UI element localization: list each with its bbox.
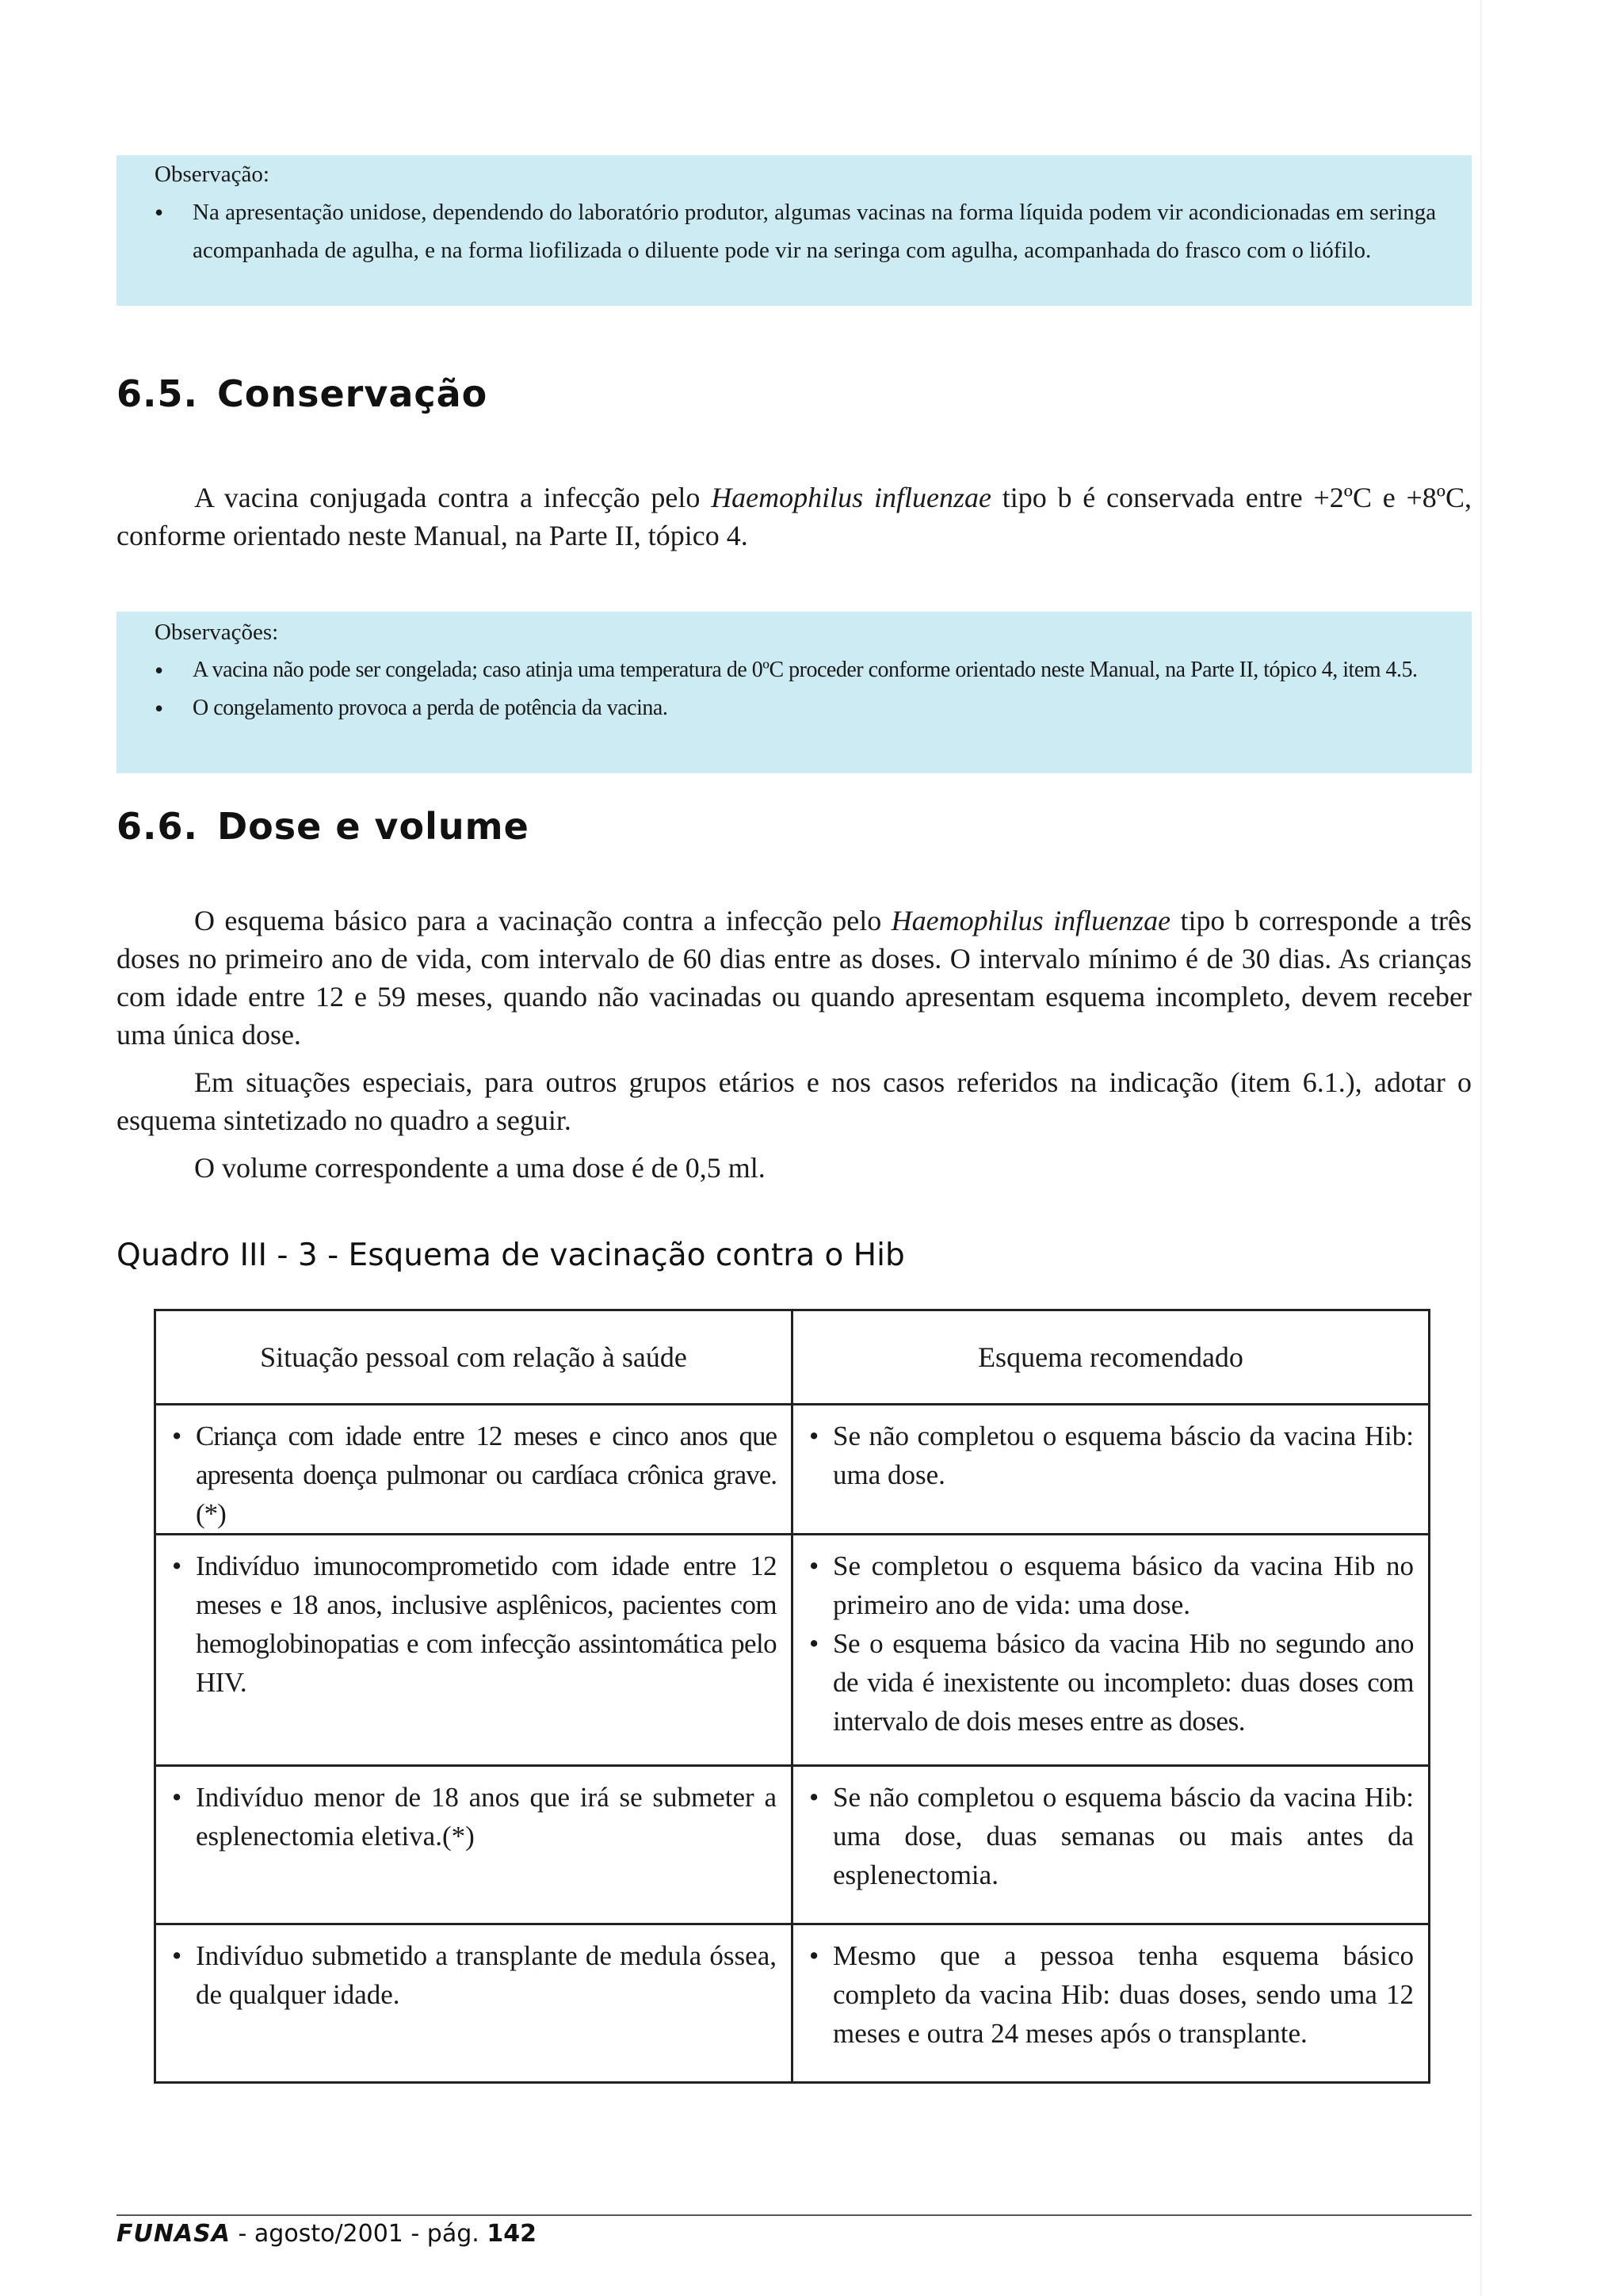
- section-title: Conservação: [216, 372, 488, 415]
- text-run: tipo b corresponde a três doses no primeiro ano de vida, com intervalo de 60 dias entre as doses. O intervalo mínimo é de 30 dias. As crianças com idade entre 12 e 59 meses, quando não vacinadas ou quando apresentam esquema incompleto, devem receber uma única dose.: [116, 905, 1472, 1051]
- list-item: • Se o esquema básico da vacina Hib no segundo ano de vida é inexistente ou incompleto: duas doses com intervalo de dois meses entre as doses.: [809, 1624, 1414, 1741]
- cell-list: [809, 1778, 1414, 1894]
- page-edge: [1480, 0, 1482, 2296]
- note-item: • Na apresentação unidose, dependendo do laboratório produtor, algumas vacinas na forma líquida podem vir acondicionadas em seringa acompanhada de agulha, e na forma liofilizada o diluente pode vir na seringa com agulha, acompanhada do frasco com o liófilo.: [155, 193, 1440, 269]
- note-list: [155, 651, 1440, 727]
- text-run: A vacina conjugada contra a infecção pelo: [194, 482, 712, 513]
- note-list: [155, 193, 1440, 269]
- species-name: Haemophilus influenzae: [711, 482, 991, 513]
- paragraph: Em situações especiais, para outros grupos etários e nos casos referidos na indicação (item 6.1.), adotar o esquema sintetizado no quadro a seguir.: [116, 1066, 1472, 1136]
- page-number: 142: [487, 2220, 537, 2248]
- species-name: Haemophilus influenzae: [891, 905, 1171, 936]
- section-heading-6-6: [116, 805, 529, 848]
- vaccination-scheme-table: [154, 1309, 1430, 2084]
- table-row: [155, 1766, 1430, 1924]
- situation-cell: [155, 1405, 792, 1535]
- scheme-cell: [792, 1924, 1430, 2083]
- scheme-cell: [792, 1766, 1430, 1924]
- note-title: Observações:: [155, 620, 279, 645]
- table-row: [155, 1405, 1430, 1535]
- section-6-5-body: [116, 479, 1472, 564]
- paragraph: [116, 902, 1472, 1054]
- table-row: [155, 1535, 1430, 1766]
- paragraph: [116, 479, 1472, 555]
- table-header-row: [155, 1310, 1430, 1405]
- column-header: Situação pessoal com relação à saúde: [155, 1310, 792, 1405]
- page-footer: [116, 2220, 537, 2248]
- cell-list: [809, 1547, 1414, 1741]
- note-box-observacoes: [116, 612, 1472, 773]
- cell-list: [172, 1417, 777, 1533]
- list-item: • Indivíduo imunocomprometido com idade entre 12 meses e 18 anos, inclusive asplênicos, pacientes com hemoglobinopatias e com infecção assintomática pelo HIV.: [172, 1547, 777, 1702]
- text-run: tipo b é conservada entre +2ºC e +8ºC, conforme orientado neste Manual, na Parte II, tópico 4.: [116, 482, 1472, 551]
- column-header: Esquema recomendado: [792, 1310, 1430, 1405]
- text-run: O esquema básico para a vacinação contra a infecção pelo: [194, 905, 892, 936]
- note-item: • A vacina não pode ser congelada; caso atinja uma temperatura de 0ºC proceder conforme orientado neste Manual, na Parte II, tópico 4, item 4.5.: [155, 651, 1440, 689]
- situation-cell: [155, 1766, 792, 1924]
- list-item: • Se não completou o esquema báscio da vacina Hib: uma dose, duas semanas ou mais antes da esplenectomia.: [809, 1778, 1414, 1894]
- footer-date: - agosto/2001 - pág.: [231, 2220, 487, 2248]
- list-item: • Indivíduo submetido a transplante de medula óssea, de qualquer idade.: [172, 1936, 777, 2014]
- list-item: • Indivíduo menor de 18 anos que irá se submeter a esplenectomia eletiva.(*): [172, 1778, 777, 1855]
- footer-rule: [116, 2214, 1472, 2216]
- list-item: • Criança com idade entre 12 meses e cinco anos que apresenta doença pulmonar ou cardíaca crônica grave.(*): [172, 1417, 777, 1533]
- cell-list: [809, 1936, 1414, 2053]
- cell-list: [172, 1547, 777, 1702]
- situation-cell: [155, 1924, 792, 2083]
- cell-list: [172, 1936, 777, 2014]
- note-item: • O congelamento provoca a perda de potência da vacina.: [155, 689, 1440, 727]
- cell-list: [809, 1417, 1414, 1494]
- situation-cell: [155, 1535, 792, 1766]
- footer-org: FUNASA: [116, 2220, 231, 2248]
- scheme-cell: [792, 1405, 1430, 1535]
- section-title: Dose e volume: [216, 805, 529, 848]
- note-box-observacao: [116, 155, 1472, 306]
- note-title: Observação:: [155, 162, 269, 187]
- list-item: • Se não completou o esquema báscio da vacina Hib: uma dose.: [809, 1417, 1414, 1494]
- cell-list: [172, 1778, 777, 1855]
- paragraph: O volume correspondente a uma dose é de 0,5 ml.: [194, 1152, 766, 1184]
- list-item: • Se completou o esquema básico da vacina Hib no primeiro ano de vida: uma dose.: [809, 1547, 1414, 1624]
- table-row: [155, 1924, 1430, 2083]
- section-number: 6.5.: [116, 372, 198, 415]
- section-heading-6-5: [116, 372, 487, 415]
- section-6-6-body: [116, 902, 1472, 1196]
- list-item: • Mesmo que a pessoa tenha esquema básico completo da vacina Hib: duas doses, sendo uma 12 meses e outra 24 meses após o transplante.: [809, 1936, 1414, 2053]
- scheme-cell: [792, 1535, 1430, 1766]
- section-number: 6.6.: [116, 805, 198, 848]
- table-caption: Quadro III - 3 - Esquema de vacinação contra o Hib: [116, 1238, 905, 1273]
